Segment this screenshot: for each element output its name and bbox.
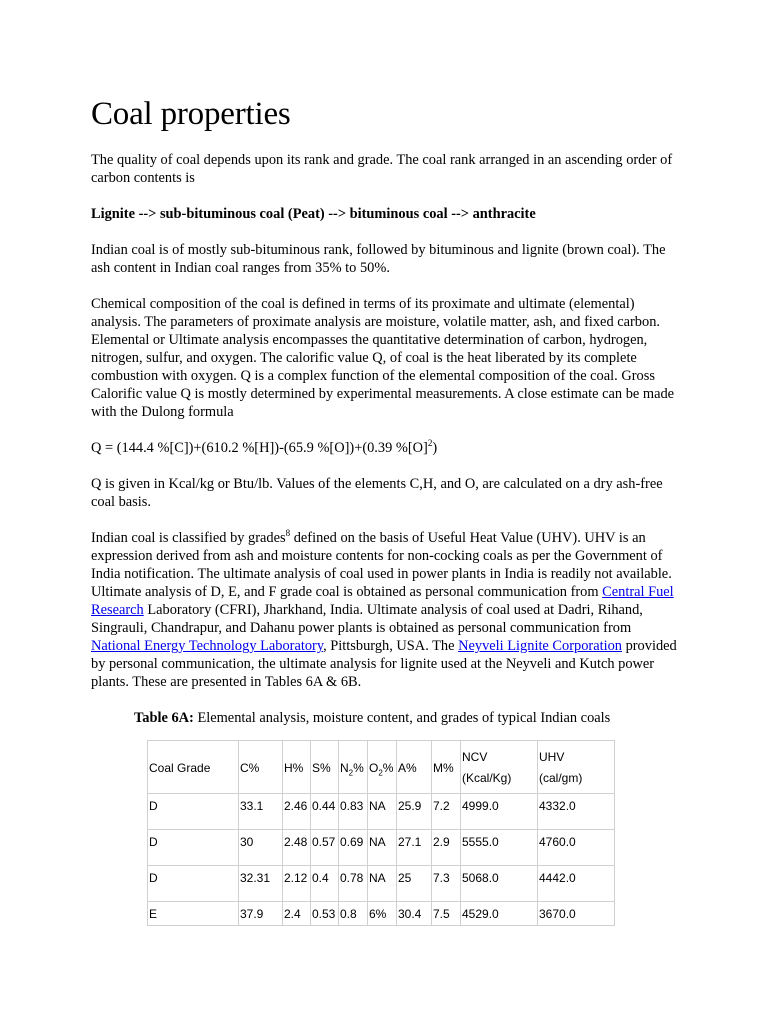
uhv-label: UHV (539, 750, 565, 764)
ncv-unit: (Kcal/Kg) (462, 771, 512, 785)
cell-nitrogen: 0.78 (339, 866, 368, 902)
formula-end: ) (432, 440, 438, 456)
cell-sulfur: 0.53 (311, 902, 339, 926)
cell-moisture: 7.5 (432, 902, 461, 926)
cell-ncv: 4999.0 (461, 794, 538, 830)
grades-text-4: , Pittsburgh, USA. The (323, 638, 459, 654)
table-header-row (148, 741, 615, 794)
grades-text-2: defined on the basis of Useful Heat Value (UHV). UHV is an expression derived from ash and moisture contents for non-cocking coals as per the Government of India notification. The ultimate analysis of coal used in power plants in India is readily not available. Ultimate analysis of D, E, and F grade coal is obtained as personal communication from (91, 530, 672, 600)
cell-moisture: 7.2 (432, 794, 461, 830)
formula-main: Q = (144.4 %[C])+(610.2 %[H])-(65.9 %[O])+(0.39 %[O] (91, 440, 428, 456)
cell-nitrogen: 0.69 (339, 830, 368, 866)
footnote-reference: 8 (285, 528, 291, 539)
coal-rank-sequence: Lignite --> sub-bituminous coal (Peat) --> bituminous coal --> anthracite (91, 206, 536, 222)
cell-uhv: 3670.0 (538, 902, 615, 926)
oxygen-percent: % (382, 760, 394, 775)
cell-ncv: 5068.0 (461, 866, 538, 902)
cell-uhv: 4332.0 (538, 794, 615, 830)
cell-ash: 30.4 (397, 902, 432, 926)
cell-nitrogen: 0.8 (339, 902, 368, 926)
cell-hydrogen: 2.12 (283, 866, 311, 902)
table-row (148, 830, 615, 866)
cell-ncv: 5555.0 (461, 830, 538, 866)
link-neyveli-lignite-corporation[interactable]: Neyveli Lignite Corporation (458, 638, 622, 654)
cell-oxygen: NA (368, 866, 397, 902)
cell-grade: D (148, 794, 239, 830)
cell-grade: D (148, 866, 239, 902)
header-uhv (538, 741, 615, 794)
cell-grade: D (148, 830, 239, 866)
cell-sulfur: 0.44 (311, 794, 339, 830)
cell-hydrogen: 2.4 (283, 902, 311, 926)
cell-grade: E (148, 902, 239, 926)
document-page (91, 95, 677, 921)
grades-text-5: provided by personal communication, the ultimate analysis for lignite used at the Neyveli and Kutch power plants. These are presented in Tables 6A & 6B. (91, 638, 677, 690)
coal-analysis-table (147, 740, 615, 926)
header-sulfur: S% (311, 741, 339, 794)
cell-ash: 25 (397, 866, 432, 902)
table-row (148, 794, 615, 830)
cell-ash: 27.1 (397, 830, 432, 866)
page-title: Coal properties (91, 96, 291, 132)
ncv-label: NCV (462, 750, 488, 764)
table-caption (91, 709, 677, 727)
uhv-unit: (cal/gm) (539, 771, 583, 785)
nitrogen-percent: % (353, 760, 364, 775)
cell-carbon: 30 (239, 830, 283, 866)
header-oxygen (368, 741, 397, 794)
grades-paragraph (91, 529, 677, 691)
cell-oxygen: NA (368, 830, 397, 866)
header-moisture: M% (432, 741, 461, 794)
grades-text-1: Indian coal is classified by grades (91, 530, 286, 546)
cell-carbon: 37.9 (239, 902, 283, 926)
cell-carbon: 32.31 (239, 866, 283, 902)
table-row (148, 866, 615, 902)
header-nitrogen (339, 741, 368, 794)
cell-hydrogen: 2.48 (283, 830, 311, 866)
link-central-fuel-research[interactable]: Central Fuel Research (91, 584, 674, 618)
oxygen-subscript: 2 (378, 767, 383, 777)
dulong-formula (91, 439, 677, 457)
cell-uhv: 4442.0 (538, 866, 615, 902)
table-caption-text: Elemental analysis, moisture content, and grades of typical Indian coals (193, 710, 611, 726)
cell-moisture: 7.3 (432, 866, 461, 902)
header-coal-grade: Coal Grade (148, 741, 239, 794)
cell-nitrogen: 0.83 (339, 794, 368, 830)
link-national-energy-technology-laboratory[interactable]: National Energy Technology Laboratory (91, 638, 324, 654)
chemical-composition-paragraph: Chemical composition of the coal is defined in terms of its proximate and ultimate (elemental) analysis. The parameters of proximate analysis are moisture, volatile matter, ash, and fixed carbon. Elemental or Ultimate analysis encompasses the quantitative determination of carbon, hydrogen, nitrogen, sulfur, and oxygen. The calorific value Q, of coal is the heat liberated by its complete combustion with oxygen. Q is a complex function of the elemental composition of the coal. Gross Calorific value Q is mostly determined by experimental measurements. A close estimate can be made with the Dulong formula (91, 296, 675, 420)
nitrogen-symbol: N (340, 760, 349, 775)
cell-sulfur: 0.4 (311, 866, 339, 902)
cell-carbon: 33.1 (239, 794, 283, 830)
indian-coal-paragraph: Indian coal is of mostly sub-bituminous rank, followed by bituminous and lignite (brown coal). The ash content in Indian coal ranges from 35% to 50%. (91, 242, 666, 276)
oxygen-symbol: O (369, 760, 379, 775)
table-row (148, 902, 615, 926)
table-caption-label: Table 6A: (134, 710, 194, 726)
cell-moisture: 2.9 (432, 830, 461, 866)
formula-superscript: 2 (427, 438, 433, 449)
header-hydrogen: H% (283, 741, 311, 794)
header-ash: A% (397, 741, 432, 794)
cell-oxygen: NA (368, 794, 397, 830)
units-paragraph: Q is given in Kcal/kg or Btu/lb. Values of the elements C,H, and O, are calculated on a dry ash-free coal basis. (91, 476, 663, 510)
intro-paragraph: The quality of coal depends upon its rank and grade. The coal rank arranged in an ascending order of carbon contents is (91, 152, 673, 186)
nitrogen-subscript: 2 (348, 767, 354, 777)
cell-ash: 25.9 (397, 794, 432, 830)
cell-ncv: 4529.0 (461, 902, 538, 926)
grades-text-3: Laboratory (CFRI), Jharkhand, India. Ultimate analysis of coal used at Dadri, Rihand, Singrauli, Chandrapur, and Dahanu power plants is obtained as personal communication from (91, 602, 643, 636)
cell-sulfur: 0.57 (311, 830, 339, 866)
header-ncv (461, 741, 538, 794)
cell-hydrogen: 2.46 (283, 794, 311, 830)
header-carbon: C% (239, 741, 283, 794)
cell-uhv: 4760.0 (538, 830, 615, 866)
cell-oxygen: 6% (368, 902, 397, 926)
